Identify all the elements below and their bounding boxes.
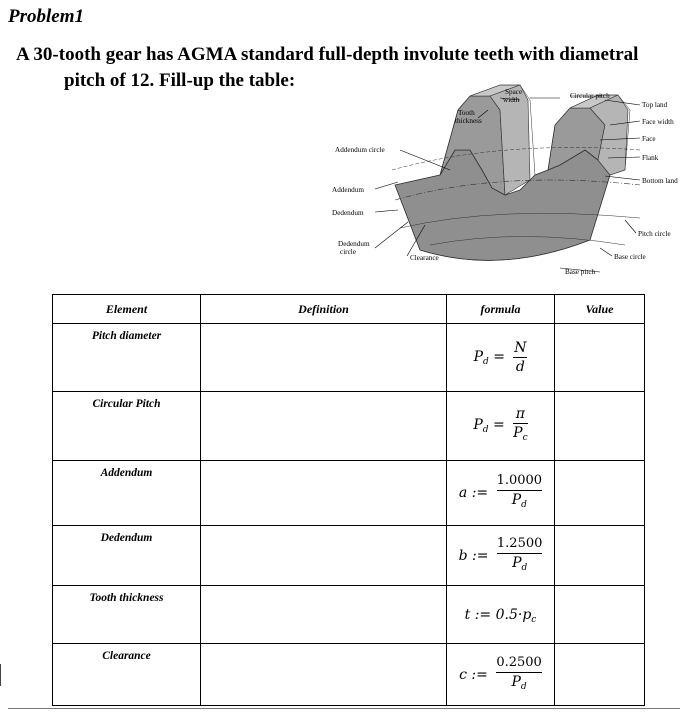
gear-tooth-diagram — [0, 0, 688, 290]
base-circle-label: Base circle — [614, 253, 646, 261]
bottom-land-label: Bottom land — [642, 177, 678, 185]
table-row — [53, 392, 645, 461]
table-row — [53, 586, 645, 644]
element-clearance: Clearance — [102, 650, 151, 662]
table-row — [53, 526, 645, 586]
table-row — [53, 461, 645, 526]
problem-heading: Problem1 — [8, 6, 84, 27]
formula-pitch-diameter: $P_d$ = $\frac{N}{d}$ — [447, 324, 555, 392]
table-row — [53, 644, 645, 706]
tooth-thickness-label-1: Tooth — [458, 109, 475, 117]
base-pitch-label: Base pitch — [565, 268, 596, 276]
element-pitch-diameter: Pitch diameter — [91, 330, 162, 342]
definition-cell[interactable] — [201, 324, 447, 392]
margin-mark — [0, 664, 1, 686]
definition-cell[interactable] — [201, 644, 447, 706]
addendum-circle-label: Addendum circle — [335, 146, 385, 154]
space-width-label-2: width — [503, 96, 520, 104]
table-row — [53, 324, 645, 392]
face-label: Face — [642, 135, 656, 143]
dedendum-circle-label-1: Dedendum — [338, 240, 370, 248]
face-width-label: Face width — [642, 118, 674, 126]
dedendum-circle-label-2: circle — [340, 248, 356, 256]
element-circular-pitch: Circular Pitch — [92, 398, 161, 410]
pitch-circle-label: Pitch circle — [638, 230, 671, 238]
formula-clearance: c := $\frac{0.2500}{P_d}$ — [447, 644, 555, 706]
element-dedendum: Dedendum — [100, 532, 153, 544]
value-cell[interactable] — [555, 324, 645, 392]
table-header-row — [53, 295, 645, 324]
dedendum-label: Dedendum — [332, 209, 364, 217]
problem-statement-line2: pitch of 12. Fill-up the table: — [64, 70, 296, 91]
element-tooth-thickness: Tooth thickness — [89, 592, 164, 604]
value-cell[interactable] — [555, 526, 645, 586]
value-cell[interactable] — [555, 461, 645, 526]
gear-properties-table — [52, 294, 645, 706]
page-bottom-rule — [8, 708, 680, 709]
header-element: Element — [53, 295, 201, 324]
tooth-thickness-label-2: thickness — [455, 117, 482, 125]
value-cell[interactable] — [555, 644, 645, 706]
formula-dedendum: b := $\frac{1.2500}{P_d}$ — [447, 526, 555, 586]
header-definition: Definition — [201, 295, 447, 324]
definition-cell[interactable] — [201, 526, 447, 586]
header-formula: formula — [447, 295, 555, 324]
space-width-label-1: Space — [505, 88, 523, 96]
definition-cell[interactable] — [201, 586, 447, 644]
formula-circular-pitch: $P_d$ = $\frac{\pi}{P_c}$ — [447, 392, 555, 461]
addendum-label: Addendum — [332, 186, 364, 194]
flank-label: Flank — [642, 154, 659, 162]
value-cell[interactable] — [555, 392, 645, 461]
definition-cell[interactable] — [201, 461, 447, 526]
top-land-label: Top land — [642, 101, 668, 109]
element-addendum: Addendum — [100, 467, 153, 479]
definition-cell[interactable] — [201, 392, 447, 461]
header-value: Value — [555, 295, 645, 324]
problem-statement-line1: A 30-tooth gear has AGMA standard full-depth involute teeth with diametral — [16, 44, 639, 65]
gear-illustration — [392, 85, 640, 260]
circular-pitch-label: Circular pitch — [570, 92, 610, 100]
value-cell[interactable] — [555, 586, 645, 644]
clearance-label: Clearance — [410, 254, 439, 262]
formula-tooth-thickness: t := $0.5\cdot p_c$ — [447, 586, 555, 644]
formula-addendum: a := $\frac{1.0000}{P_d}$ — [447, 461, 555, 526]
